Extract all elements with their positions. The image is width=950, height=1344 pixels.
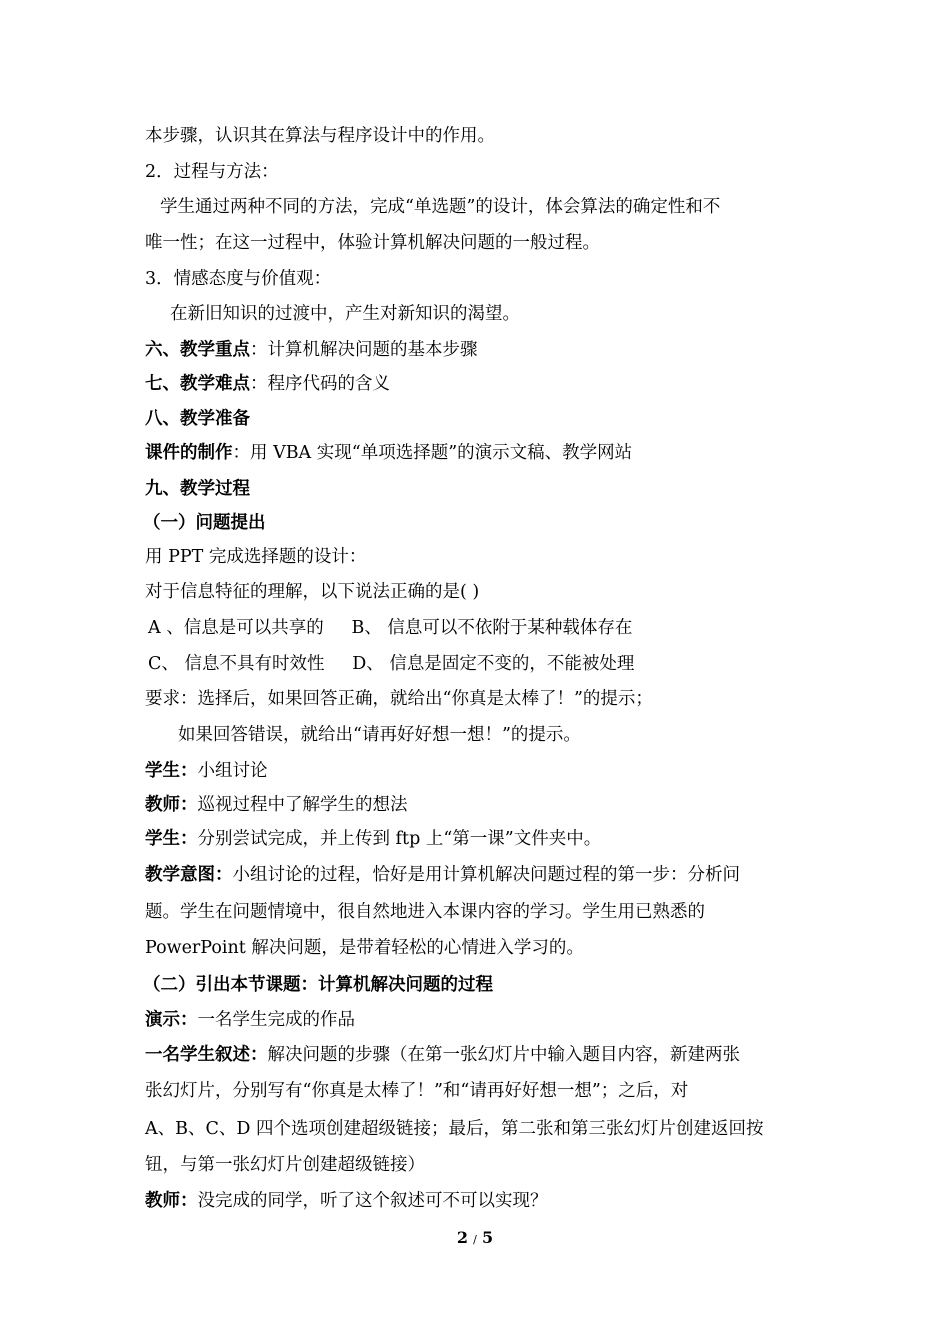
total-pages: 5 [481,1228,494,1247]
speaker: 学生： [145,761,198,781]
subheading-attitude-values: 3．情感态度与价值观： [145,269,332,289]
body-line: 在新旧知识的过渡中，产生对新知识的渴望。 [170,304,520,324]
text: 小组讨论的过程，恰好是用计算机解决问题过程的第一步：分析问 [232,865,740,885]
body-line: 用 PPT 完成选择题的设计： [145,547,367,567]
speaker: 教师： [145,1191,198,1211]
label: 教学意图： [145,865,233,885]
section-teaching-process: 九、教学过程 [145,479,250,499]
body-line: 本步骤，认识其在算法与程序设计中的作用。 [145,126,495,146]
page-number [0,1228,950,1247]
body-line: 题。学生在问题情境中，很自然地进入本课内容的学习。学生用已熟悉的 [145,902,705,922]
body-line: 张幻灯片，分别写有“你真是太棒了！”和“请再好好想一想”；之后，对 [145,1081,689,1101]
speaker: 学生： [145,829,198,849]
dialogue-line [145,761,268,781]
section-label: 六、教学重点 [145,340,250,360]
requirement-line: 要求：选择后，如果回答正确，就给出“你真是太棒了！”的提示； [145,689,653,709]
speaker: 教师： [145,795,198,815]
subheading-process-method: 2．过程与方法： [145,162,279,182]
question-stem: 对于信息特征的理解，以下说法正确的是( ) [145,582,480,602]
courseware-line [145,443,632,463]
speaker: 演示： [145,1010,198,1030]
speech: 没完成的同学，听了这个叙述可不可以实现？ [197,1191,548,1211]
body-line: PowerPoint 解决问题，是带着轻松的心情进入学习的。 [145,938,584,958]
text: ：用 VBA 实现“单项选择题”的演示文稿、教学网站 [232,443,633,463]
label: 课件的制作 [145,443,233,463]
body-line: 钮，与第一张幻灯片创建超级链接） [145,1155,425,1175]
subsection-topic: （二）引出本节课题：计算机解决问题的过程 [143,975,493,995]
dialogue-line [145,1191,548,1211]
question-options-cd: C、 信息不具有时效性 D、 信息是固定不变的，不能被处理 [148,654,635,674]
section-text: ：程序代码的含义 [250,374,390,394]
dialogue-line [145,829,601,849]
section-teaching-focus [145,340,478,360]
current-page: 2 [456,1228,469,1247]
speech: 一名学生完成的作品 [197,1010,355,1030]
dialogue-line [145,795,408,815]
section-teaching-difficulty [145,374,390,394]
requirement-line: 如果回答错误，就给出“请再好好想一想！”的提示。 [178,725,581,745]
speaker: 一名学生叙述： [145,1045,268,1065]
subsection-problem: （一）问题提出 [143,513,266,533]
speech: 分别尝试完成，并上传到 ftp 上“第一课”文件夹中。 [197,829,602,849]
speech: 巡视过程中了解学生的想法 [197,795,408,815]
speech: 解决问题的步骤（在第一张幻灯片中输入题目内容，新建两张 [267,1045,740,1065]
speech: 小组讨论 [197,761,268,781]
dialogue-line [145,1010,355,1030]
intent-line [145,865,740,885]
body-line: A、B、C、D 四个选项创建超级链接；最后，第二张和第三张幻灯片创建返回按 [145,1119,764,1139]
section-label: 七、教学难点 [145,374,250,394]
body-line: 学生通过两种不同的方法，完成“单选题”的设计，体会算法的确定性和不 [160,197,721,217]
page-separator: / [473,1233,477,1246]
section-text: ：计算机解决问题的基本步骤 [250,340,478,360]
dialogue-line [145,1045,740,1065]
question-options-ab: A 、信息是可以共享的 B、 信息可以不依附于某种载体存在 [148,618,633,638]
section-teaching-preparation: 八、教学准备 [145,409,250,429]
body-line: 唯一性；在这一过程中，体验计算机解决问题的一般过程。 [145,233,600,253]
